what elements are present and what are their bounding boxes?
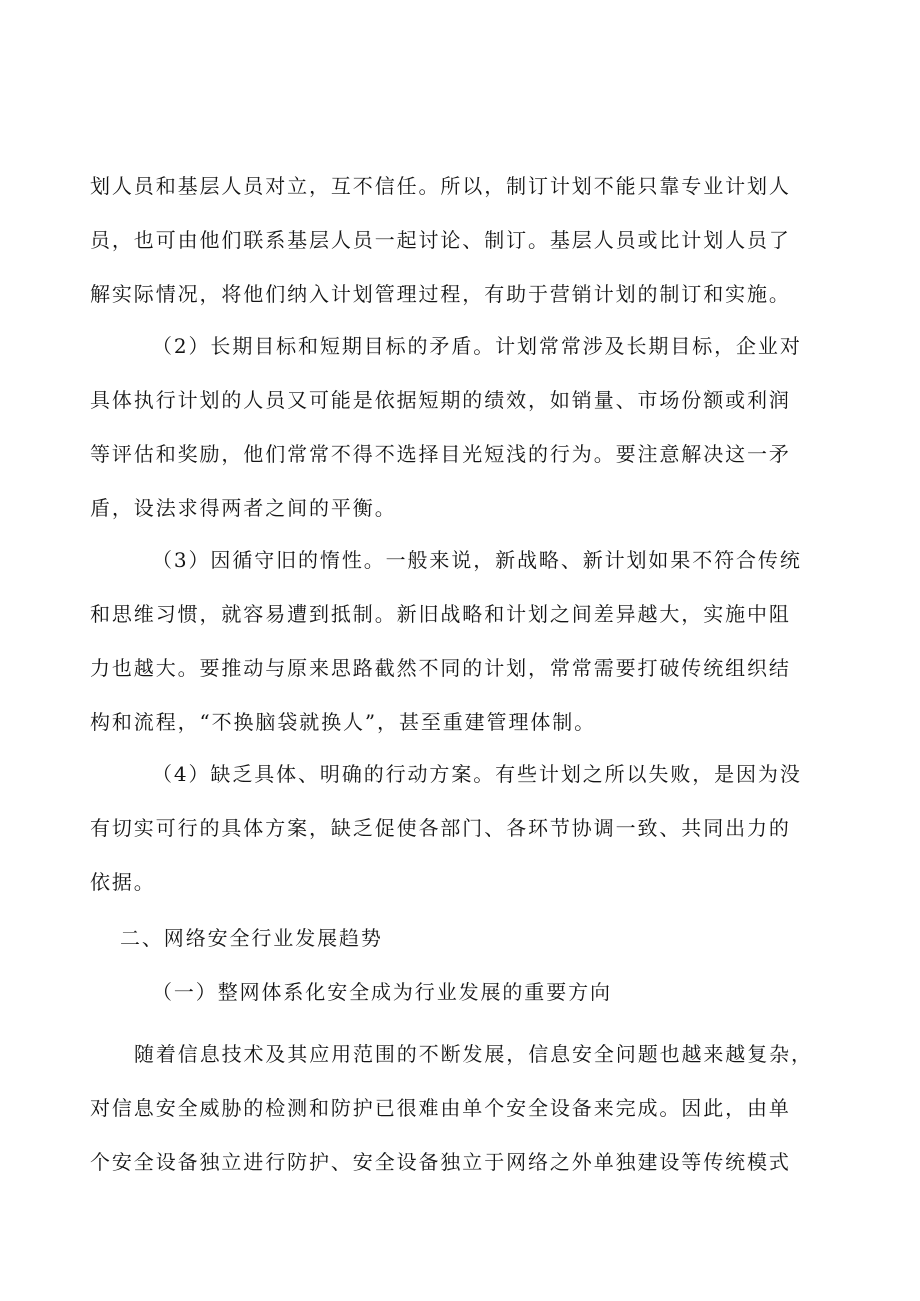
text-line: 解实际情况，将他们纳入计划管理过程，有助于营销计划的制订和实施。 bbox=[90, 282, 791, 306]
text-line: 有切实可行的具体方案，缺乏促使各部门、各环节协调一致、共同出力的 bbox=[90, 816, 791, 840]
text-line: 员，也可由他们联系基层人员一起讨论、制订。基层人员或比计划人员了 bbox=[90, 228, 791, 252]
text-line: 构和流程，“不换脑袋就换人”，甚至重建管理体制。 bbox=[90, 710, 597, 734]
paragraph-start-line: 随着信息技术及其应用范围的不断发展，信息安全问题也越来越复杂， bbox=[134, 1042, 813, 1066]
text-line: 具体执行计划的人员又可能是依据短期的绩效，如销量、市场份额或利润 bbox=[90, 388, 791, 412]
subsection-heading: （一）整网体系化安全成为行业发展的重要方向 bbox=[152, 980, 612, 1004]
paragraph-start-line: （3）因循守旧的惰性。一般来说，新战略、新计划如果不符合传统 bbox=[152, 548, 802, 572]
text-line: 依据。 bbox=[90, 870, 156, 894]
paragraph-start-line: （4）缺乏具体、明确的行动方案。有些计划之所以失败，是因为没 bbox=[152, 762, 802, 786]
text-line: 个安全设备独立进行防护、安全设备独立于网络之外单独建设等传统模式 bbox=[90, 1150, 791, 1174]
text-line: 和思维习惯，就容易遭到抵制。新旧战略和计划之间差异越大，实施中阻 bbox=[90, 602, 791, 626]
text-line: 力也越大。要推动与原来思路截然不同的计划，常常需要打破传统组织结 bbox=[90, 656, 791, 680]
text-line: 划人员和基层人员对立，互不信任。所以，制订计划不能只靠专业计划人 bbox=[90, 174, 791, 198]
text-line: 等评估和奖励，他们常常不得不选择目光短浅的行为。要注意解决这一矛 bbox=[90, 442, 791, 466]
text-line: 盾，设法求得两者之间的平衡。 bbox=[90, 496, 397, 520]
paragraph-start-line: （2）长期目标和短期目标的矛盾。计划常常涉及长期目标，企业对 bbox=[152, 334, 802, 358]
text-line: 对信息安全威胁的检测和防护已很难由单个安全设备来完成。因此，由单 bbox=[90, 1096, 791, 1120]
section-heading: 二、网络安全行业发展趋势 bbox=[120, 926, 383, 950]
